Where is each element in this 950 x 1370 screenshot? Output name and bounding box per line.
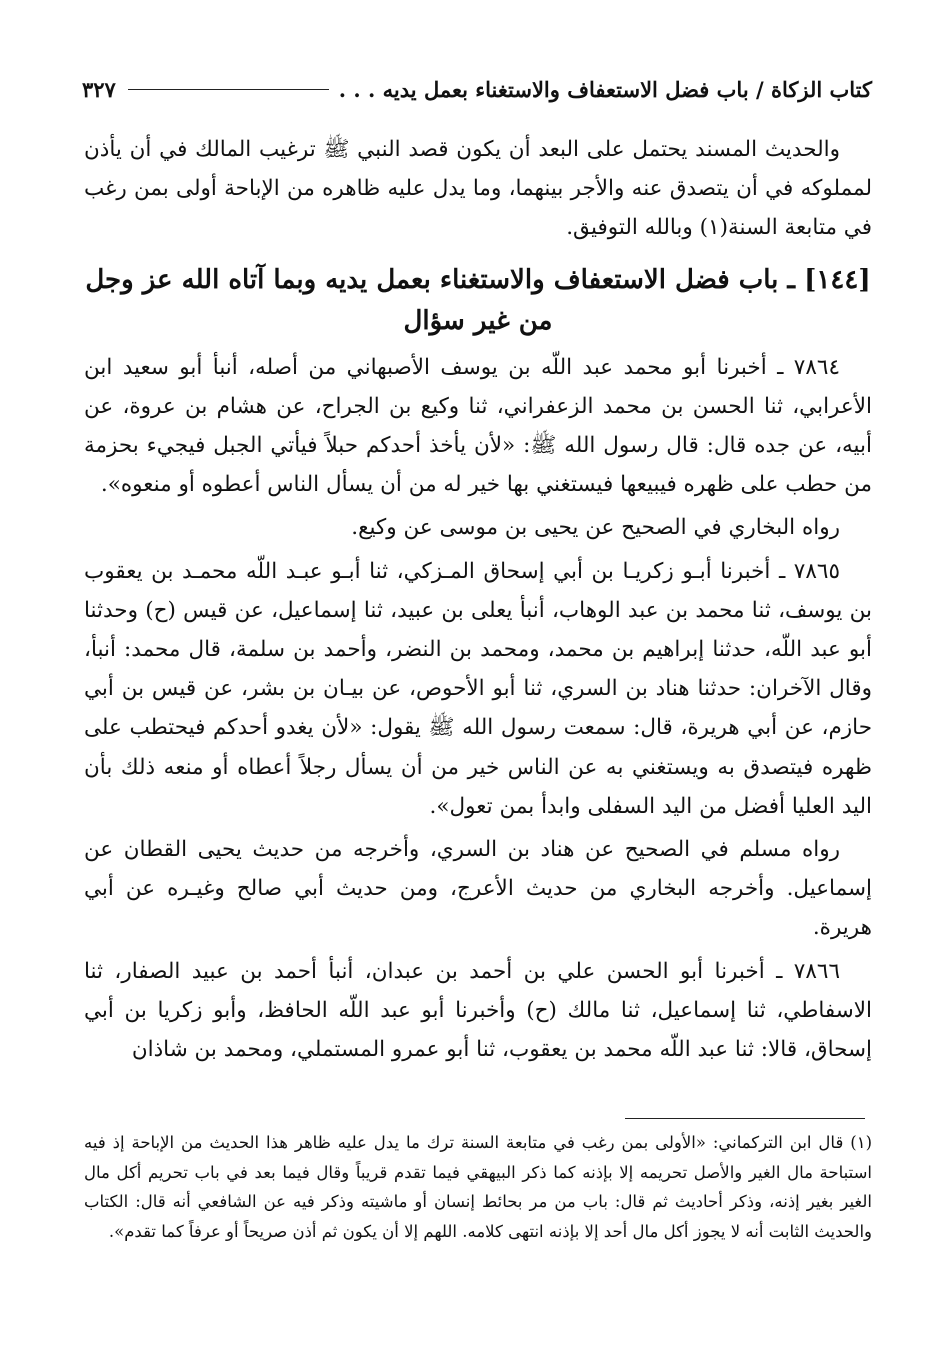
intro-paragraph: والحديث المسند يحتمل على البعد أن يكون قصد النبي ﷺ ترغيب المالك في أن يأذن لمملوكه في أن يتصدق عنه والأجر بينهما، وما يدل عليه ظاهره من الإباحة أولى بمن رغب في متابعة السنة(١) وبالله التوفيق. [84, 137, 872, 241]
hadith-7864: ٧٨٦٤ ـ أخبرنا أبو محمد عبد اللّه بن يوسف الأصبهاني من أصله، أنبأ أبو سعيد ابن الأعرابي، ثنا الحسن بن محمد الزعفراني، ثنا وكيع بن الجراح، عن هشام بن عروة، عن أبيه، عن جده قال: قال رسول الله ﷺ: «لأن يأخذ أحدكم حبلاً فيأتي الجبل فيجيء بحزمة من حطب على ظهره فيبيعها فيستغني بها خير له من أن يسأل الناس أعطوه أو منعوه». [84, 354, 872, 498]
commentary-7865: رواه مسلم في الصحيح عن هناد بن السري، وأخرجه من حديث يحيى القطان عن إسماعيل. وأخرجه البخاري من حديث الأعرج، ومن حديث أبي صالح وغيـره عن أبي هريرة. [84, 837, 872, 941]
hadith-7865: ٧٨٦٥ ـ أخبرنا أبـو زكريـا بن أبي إسحاق المـزكي، ثنا أبـو عبـد اللّه محمـد بن يعقوب بن يوسف، ثنا محمد بن عبد الوهاب، أنبأ يعلى بن عبيد، ثنا إسماعيل، عن قيس (ح) وحدثنا أبو عبد اللّه، حدثنا إبراهيم بن محمد، ومحمد بن النضر، وأحمد بن سلمة، قال محمد: أنبأ، وقال الآخران: حدثنا هناد بن السري، ثنا أبو الأحوص، عن بيـان بن بشر، عن قيس بن أبي حازم، عن أبي هريرة، قال: سمعت رسول الله ﷺ يقول: «لأن يغدو أحدكم فيحتطب على ظهره فيتصدق به ويستغني به عن الناس خير من أن يسأل رجلاً أعطاه أو منعه ذلك بأن اليد العليا أفضل من اليد السفلى وابدأ بمن تعول». [84, 558, 872, 819]
chapter-heading [84, 260, 872, 342]
chapter-title: ـ باب فضل الاستعفاف والاستغناء بعمل يديه وبما آتاه الله عز وجل من غير سؤال [85, 264, 796, 336]
running-header [82, 72, 872, 106]
running-header-title: كتاب الزكاة / باب فضل الاستعفاف والاستغناء بعمل يديه . . . [338, 76, 872, 102]
main-text [84, 130, 872, 1069]
chapter-number: [١٤٤] [804, 264, 871, 295]
footnote-divider [625, 1118, 865, 1119]
hadith-7866: ٧٨٦٦ ـ أخبرنا أبو الحسن علي بن أحمد بن عبدان، أنبأ أحمد بن عبيد الصفار، ثنا الاسفاطي، ثنا إسماعيل، ثنا مالك (ح) وأخبرنا أبو عبد اللّه الحافظ، وأبو زكريا بن أبي إسحاق، قالا: ثنا عبد اللّه محمد بن يعقوب، ثنا أبو عمرو المستملي، ومحمد بن شاذان [84, 958, 872, 1063]
footnotes [84, 1128, 872, 1246]
footnote-1: (١) قال ابن التركماني: «الأولى بمن رغب في متابعة السنة ترك ما يدل عليه ظاهر هذا الحديث من الإباحة إذ فيه استباحة مال الغير والأصل تحريمه إلا بإذنه كما ذكر البيهقي فيما تقدم قريباً وقال فيما بعد في باب تحريم أكل مال الغير بغير إذنه، وذكر أحاديث ثم قال: باب من مر بحائط إنسان أو ماشيته وذكر فيه عن الشافعي أنه قال: الكتاب والحديث الثابت أنه لا يجوز أكل مال أحد إلا بإذنه انتهى كلامه. اللهم إلا أن يكون ثم أذن صريحاً أو عرفاً كما تقدم». [84, 1133, 872, 1241]
commentary-7864: رواه البخاري في الصحيح عن يحيى بن موسى عن وكيع. [351, 515, 840, 541]
page-number: ٣٢٧ [82, 76, 116, 102]
header-leader-line [128, 89, 329, 90]
